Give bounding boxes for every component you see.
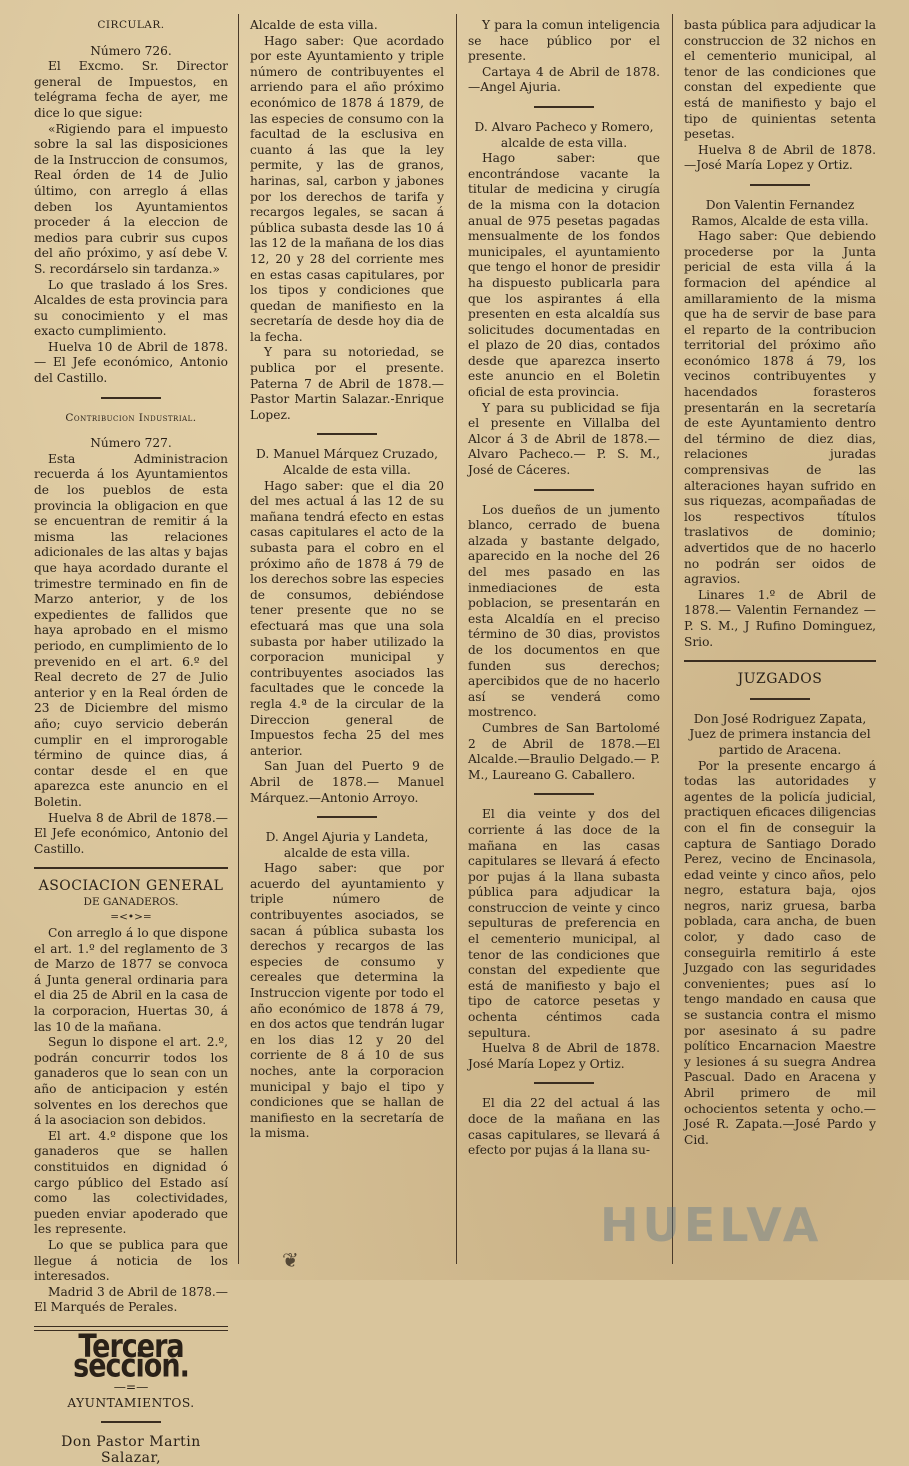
signature: Y para su publicidad se fija el presente en Villalba del Alcor á 3 de Abril de 1878.— Alvaro Pacheco.— P. S. M., José de Cáceres. [468, 400, 660, 478]
official-name: Don José Rodriguez Zapata, Juez de primera instancia del partido de Aracena. [689, 711, 871, 757]
section-subheading: DE GANADEROS. [83, 895, 179, 908]
notice-number: Número 727. [90, 436, 172, 451]
paragraph: Los dueños de un jumento blanco, cerrado de buena alzada y bastante delgado, aparecido en la noche del 26 del mes pasado en las inmediaciones de esta poblacion, se presentarán en esta Alcaldía en el preciso término de 30 dias, provistos de los documentos en que funden sus derechos; apercibidos que de no hacerlo así se venderá como mostrenco. [468, 502, 660, 720]
separator [534, 489, 594, 491]
section-title: Tercera seccion. [73, 1328, 189, 1385]
paragraph: El art. 4.º dispone que los ganaderos que se hallen constituidos en dignidad ó cargo público del Estado así como las colectividades, pueden enviar apoderado que les represente. [34, 1128, 228, 1237]
signature: Huelva 8 de Abril de 1878. —José María Lopez y Ortiz. [684, 142, 876, 173]
paragraph: El dia 22 del actual á las doce de la mañana en las casas capitulares, se llevará á efecto por pujas á la llana su- [468, 1096, 660, 1158]
separator [317, 433, 377, 435]
official-name: D. Alvaro Pacheco y Romero, alcalde de esta villa. [474, 119, 654, 150]
paragraph: «Rigiendo para el impuesto sobre la sal las disposiciones de la Instruccion de consumos, Real órden de 14 de Julio último, con arreglo á ellas deben los Ayuntamientos proceder á la eleccion de medios para cubrir sus cupos del año próximo, y así debe V. S. recordárselo sin tardanza.» [34, 121, 228, 276]
separator [534, 1082, 594, 1084]
paragraph: Hago saber: que por acuerdo del ayuntamiento y triple número de contribuyentes asociados, se sacan á pública subasta los derechos y recargos de las especies de consumo y cereales que determina la Instruccion vigente por todo el año económico de 1878 á 79, en dos actos que tendrán lugar en los dias 12 y 20 del corriente de 8 á 10 de sus noches, ante la corporacion municipal y bajo el tipo y condiciones que se hallan de manifiesto en la secretaría de la misma. [250, 861, 444, 1141]
paragraph: Esta Administracion recuerda á los Ayuntamientos de los pueblos de esta provincia la obligacion en que se encuentran de remitir á la misma las relaciones adicionales de las altas y bajas que haya acordado durante el trimestre terminado en fin de Marzo anterior, y de los expedientes de fallidos que haya aprobado en el mismo periodo, en cumplimiento de lo prevenido en el art. 6.º del Real decreto de 27 de Julio anterior y en la Real órden de 23 de Diciembre del mismo año; cuyo servicio deberán cumplir en el improrogable término de quince dias, á contar desde el en que aparezca este anuncio en el Boletin. [34, 451, 228, 809]
paragraph: Por la presente encargo á todas las autoridades y agentes de la policía judicial, practiquen eficaces diligencias con el fin de conseguir la captura de Santiago Dorado Perez, vecino de Encinasola, edad veinte y cinco años, pelo negro, estatura baja, ojos negros, nariz gruesa, barba poblada, cara ancha, de buen color, y dado caso de conseguirla remitirlo á este Juzgado con las seguridades convenientes; pues así lo tengo mandado en causa que se sustancia contra el mismo por asesinato á su padre político Encarnacion Maestre y lesiones á su suegra Andrea Pascual. Dado en Aracena y Abril primero de mil ochocientos setenta y ocho.—José R. Zapata.—José Pardo y Cid. [684, 758, 876, 1147]
section-heading: ASOCIACION GENERAL [38, 878, 224, 895]
official-name: D. Angel Ajuria y Landeta, alcalde de esta villa. [265, 830, 429, 860]
separator [534, 106, 594, 108]
separator [101, 1421, 161, 1423]
column-3 [468, 18, 660, 1268]
paragraph: Con arreglo á lo que dispone el art. 1.º del reglamento de 3 de Marzo de 1877 se convoca á Junta general ordinaria para el dia 25 de Abril en la casa de la corporacion, Huertas 30, á las 10 de la mañana. [34, 926, 228, 1034]
column-4 [684, 18, 876, 1268]
signature: Madrid 3 de Abril de 1878.— El Marqués de Perales. [34, 1284, 228, 1315]
paragraph: Hago saber: Que debiendo procederse por la Junta pericial de esta villa á la formacion del apéndice al amillaramiento de la misma que ha de servir de base para el reparto de la contribucion territorial del próximo año económico 1878 á 79, los vecinos contribuyentes y hacendados forasteros presentarán en la secretaría de este Ayuntamiento dentro del término de diez dias, relaciones juradas comprensivas de las alteraciones hayan sufrido en sus riquezas, acompañadas de los respectivos títulos traslativos de dominio; advertidos que de no hacerlo no podrán ser oidos de agravios. [684, 229, 876, 587]
circular-heading: CIRCULAR. [97, 19, 165, 31]
column-rule [456, 14, 457, 1264]
official-name: Don Pastor Martin Salazar, [61, 1434, 201, 1466]
paragraph: Hago saber: Que acordado por este Ayuntamiento y triple número de contribuyentes el arriendo para el año próximo económico de 1878 á 1879, de las especies de consumo con la facultad de la esclusiva en cuanto á las que la ley permite, y las de granos, harinas, sal, carbon y jabones por los derechos de tarifa y recargos legales, se sacan á pública subasta desde las 10 á las 12 de la mañana de los dias 12, 20 y 28 del corriente mes en estas casas capitulares, por los tipos y condiciones que quedan de manifiesto en la secretaría de desde hoy dia de la fecha. [250, 33, 444, 344]
section-heading: AYUNTAMIENTOS. [67, 1395, 195, 1410]
separator [34, 867, 228, 869]
section-heading: JUZGADOS [737, 671, 823, 688]
separator [534, 793, 594, 795]
watermark-logo: HUELVA [600, 1198, 823, 1252]
ornament-dash: =<•>= [110, 911, 152, 924]
paragraph: Lo que traslado á los Sres. Alcaldes de esta provincia para su conocimiento y el mas exacto cumplimiento. [34, 277, 228, 339]
separator [750, 698, 810, 700]
separator [317, 816, 377, 818]
official-name: D. Manuel Márquez Cruzado, Alcalde de esta villa. [256, 447, 438, 478]
circular-number: Número 726. [90, 43, 172, 58]
separator [750, 184, 810, 186]
signature: Huelva 10 de Abril de 1878.— El Jefe económico, Antonio del Castillo. [34, 339, 228, 386]
signature: Linares 1.º de Abril de 1878.— Valentin Fernandez —P. S. M., J Rufino Dominguez, Srio. [684, 587, 876, 649]
signature: Huelva 8 de Abril de 1878.— El Jefe económico, Antonio del Castillo. [34, 810, 228, 856]
signature: Cumbres de San Bartolomé 2 de Abril de 1878.—El Alcalde.—Braulio Delgado.— P. M., Laureano G. Caballero. [468, 720, 660, 782]
signature: San Juan del Puerto 9 de Abril de 1878.— Manuel Márquez.—Antonio Arroyo. [250, 759, 444, 805]
column-rule [238, 14, 239, 1264]
paragraph: Y para la comun inteligencia se hace público por el presente. [468, 18, 660, 64]
column-2 [250, 18, 444, 1268]
ornament-dash: —=— [113, 1380, 149, 1395]
section-heading: Contribucion Industrial. [65, 411, 197, 424]
paragraph: El dia veinte y dos del corriente á las doce de la mañana en las casas capitulares se llevará á efecto por pujas á la llana subasta pública para adjudicar la construccion de veinte y cinco sepulturas de preferencia en el cementerio municipal, al tenor de las condiciones que constan del expediente que está de manifiesto y bajo el tipo de catorce pesetas y ochenta céntimos cada sepultura. [468, 807, 660, 1040]
separator [101, 397, 161, 399]
ornament-icon: ❦ [282, 1248, 299, 1272]
signature: Y para su notoriedad, se publica por el presente. Paterna 7 de Abril de 1878.— Pastor Martin Salazar.-Enrique Lopez. [250, 345, 444, 422]
signature: Cartaya 4 de Abril de 1878. —Angel Ajuria. [468, 64, 660, 95]
paragraph: Lo que se publica para que llegue á noticia de los interesados. [34, 1237, 228, 1284]
signature: Huelva 8 de Abril de 1878. José María Lopez y Ortiz. [468, 1041, 660, 1071]
paragraph: Hago saber: que el dia 20 del mes actual á las 12 de su mañana tendrá efecto en estas casas capitulares el acto de la subasta para el cobro en el próximo año de 1878 á 79 de los derechos sobre las especies de consumos, debiéndose tener presente que no se efectuará mas que una sola subasta por haber utilizado la corporacion municipal y contribuyentes asociados las facultades que le concede la regla 4.ª de la circular de la Direccion general de Impuestos fecha 25 del mes anterior. [250, 478, 444, 758]
paragraph: Alcalde de esta villa. [250, 18, 378, 32]
paragraph: Segun lo dispone el art. 2.º, podrán concurrir todos los ganaderos que lo sean con un año de anticipacion y estén solventes en los derechos que á la asociacion son debidos. [34, 1035, 228, 1128]
paragraph: Hago saber: que encontrándose vacante la titular de medicina y cirugía de la misma con la dotacion anual de 975 pesetas pagadas mensualmente de los fondos municipales, el ayuntamiento que tengo el honor de presidir ha dispuesto publicarla para que los aspirantes á ella presenten en esta alcaldía sus solicitudes documentadas en el plazo de 20 dias, contados desde que aparezca inserto este anuncio en el Boletin oficial de esta provincia. [468, 151, 660, 400]
paragraph: basta pública para adjudicar la construccion de 32 nichos en el cementerio municipal, al tenor de las condiciones que constan del expediente que está de manifiesto y bajo el tipo de quinientas setenta pesetas. [684, 18, 876, 142]
paragraph: El Excmo. Sr. Director general de Impuestos, en telégrama fecha de ayer, me dice lo que sigue: [34, 59, 228, 120]
separator [684, 660, 876, 662]
column-rule [672, 14, 673, 1264]
column-1 [34, 18, 228, 1466]
official-name: Don Valentin Fernandez Ramos, Alcalde de esta villa. [691, 197, 869, 228]
